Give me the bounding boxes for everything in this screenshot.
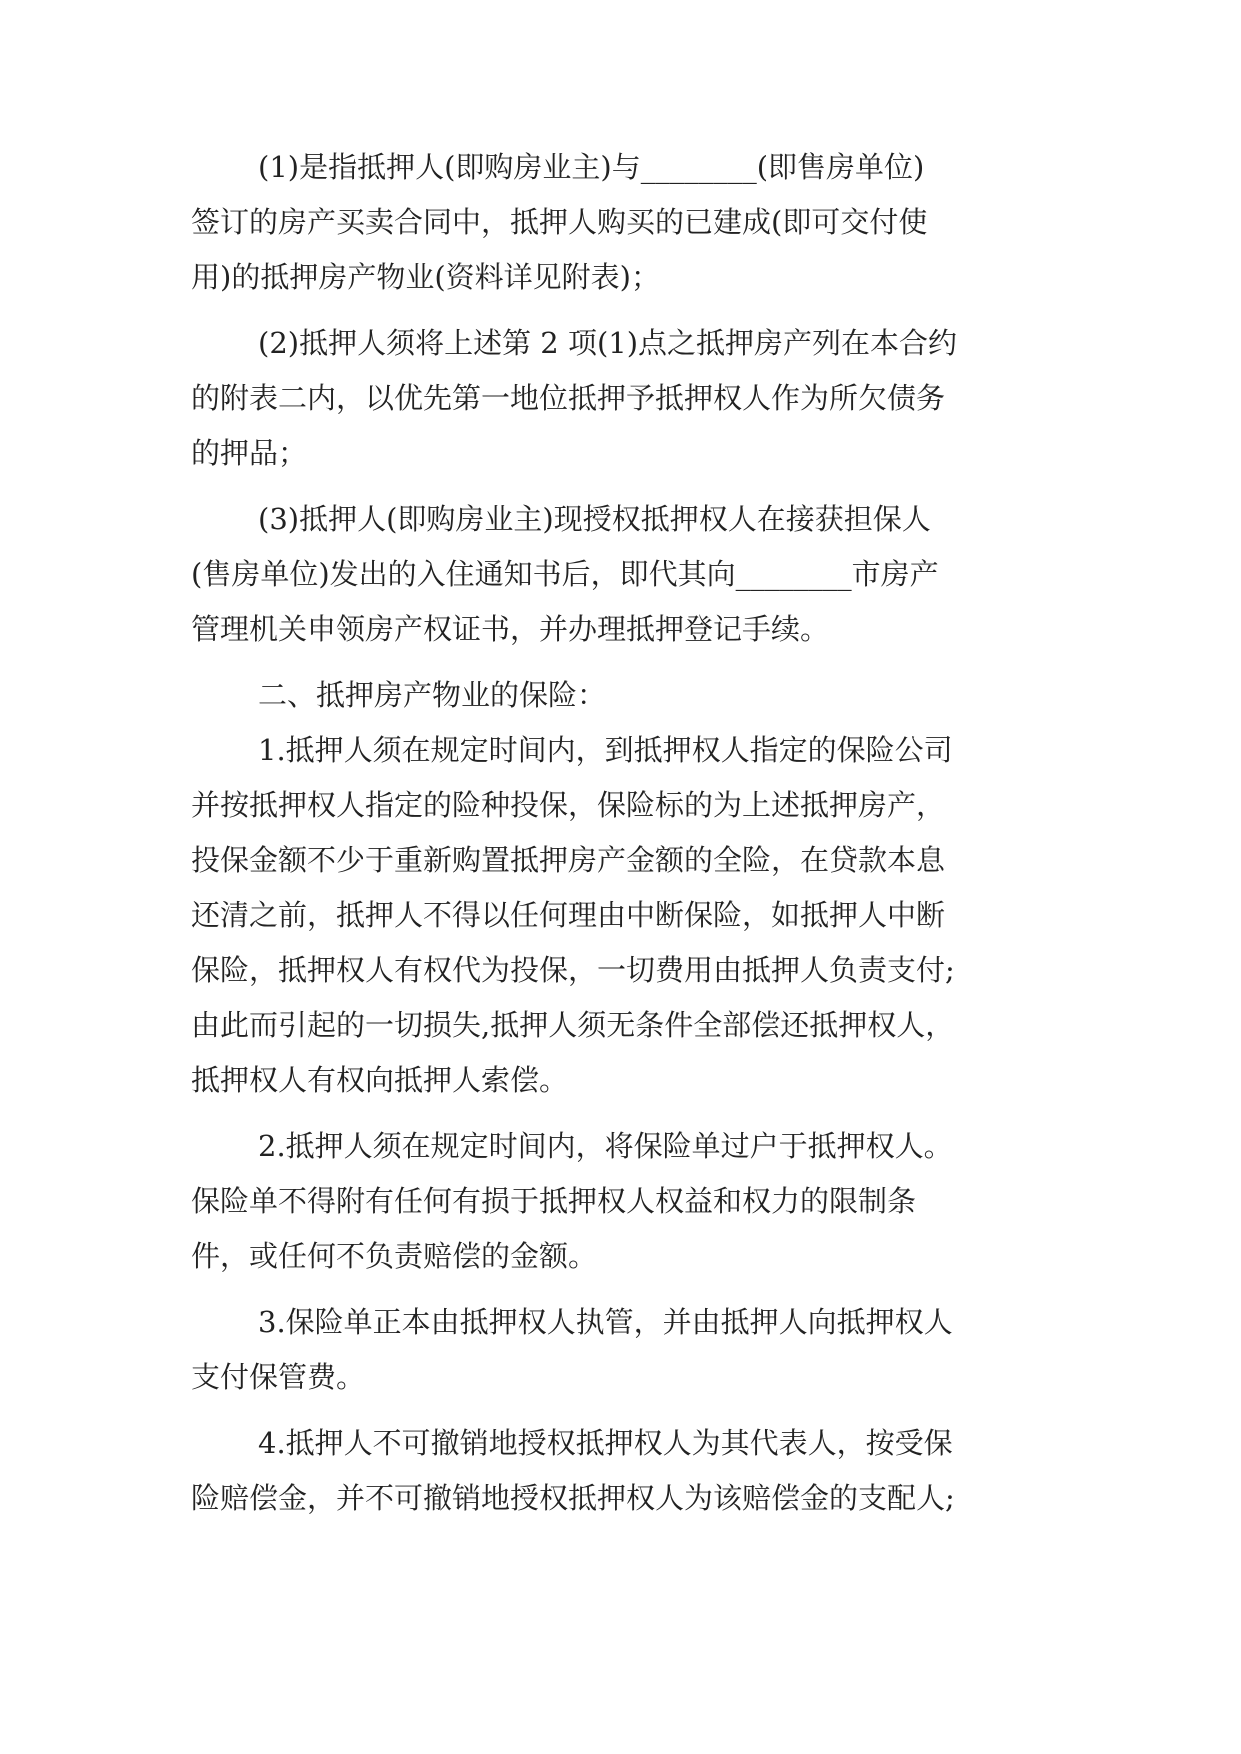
text-line: (1)是指抵押人(即购房业主)与________(即售房单位) <box>258 150 925 184</box>
text-line: 还清之前，抵押人不得以任何理由中断保险，如抵押人中断 <box>191 898 946 932</box>
text-line: 由此而引起的一切损失,抵押人须无条件全部偿还抵押权人， <box>191 1008 955 1042</box>
text-line: 的押品； <box>191 436 308 470</box>
text-line: 的附表二内，以优先第一地位抵押予抵押权人作为所欠债务 <box>191 381 946 415</box>
section-heading: 二、抵押房产物业的保险： <box>258 678 607 712</box>
text-line: 签订的房产买卖合同中，抵押人购买的已建成(即可交付使 <box>191 205 928 239</box>
text-line: 管理机关申领房产权证书，并办理抵押登记手续。 <box>191 612 830 646</box>
text-line: 3.保险单正本由抵押权人执管，并由抵押人向抵押权人 <box>258 1305 953 1339</box>
text-line: 支付保管费。 <box>191 1360 366 1394</box>
text-line: 投保金额不少于重新购置抵押房产金额的全险，在贷款本息 <box>191 843 946 877</box>
text-line: 2.抵押人须在规定时间内，将保险单过户于抵押权人。 <box>258 1129 953 1163</box>
text-line: (售房单位)发出的入住通知书后，即代其向________市房产 <box>191 557 939 591</box>
text-line: (2)抵押人须将上述第 2 项(1)点之抵押房产列在本合约 <box>258 326 958 360</box>
text-line: 抵押权人有权向抵押人索偿。 <box>191 1063 569 1097</box>
text-line: 保险，抵押权人有权代为投保，一切费用由抵押人负责支付; <box>191 953 955 987</box>
text-line: 1.抵押人须在规定时间内，到抵押权人指定的保险公司 <box>258 733 953 767</box>
text-line: 用)的抵押房产物业(资料详见附表)； <box>191 260 660 294</box>
text-line: 4.抵押人不可撤销地授权抵押权人为其代表人，按受保 <box>258 1426 953 1460</box>
text-line: 险赔偿金，并不可撤销地授权抵押权人为该赔偿金的支配人; <box>191 1481 955 1515</box>
text-line: 并按抵押权人指定的险种投保，保险标的为上述抵押房产， <box>191 788 946 822</box>
text-line: (3)抵押人(即购房业主)现授权抵押权人在接获担保人 <box>258 502 931 536</box>
text-line: 件，或任何不负责赔偿的金额。 <box>191 1239 598 1273</box>
text-line: 保险单不得附有任何有损于抵押权人权益和权力的限制条 <box>191 1184 917 1218</box>
